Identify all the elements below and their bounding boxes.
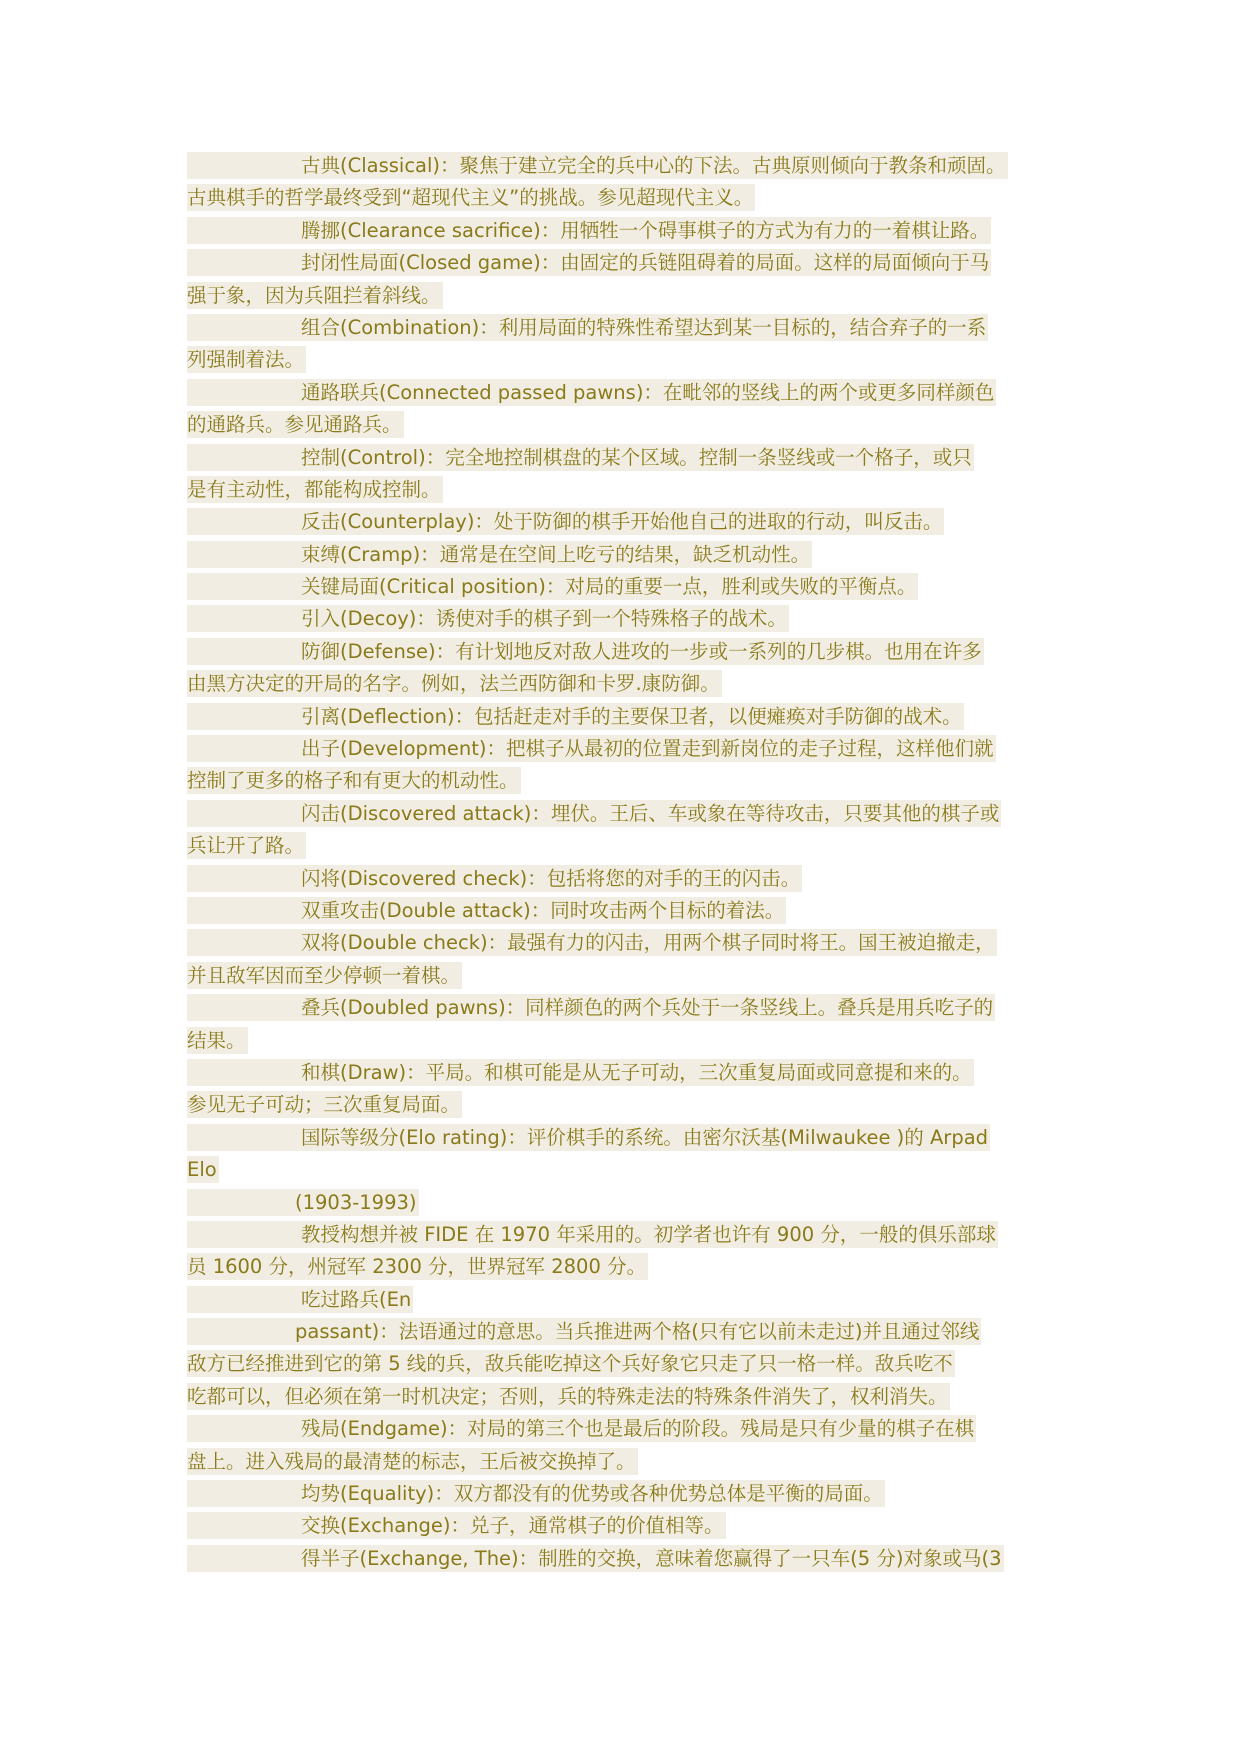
entry-line: 并且敌军因而至少停顿一着棋。 xyxy=(187,963,461,987)
glossary-entry-cramp xyxy=(187,539,1067,571)
glossary-entry-en-passant-title xyxy=(187,1284,1067,1316)
glossary-entry-critical-position xyxy=(187,571,1067,603)
glossary-entry-discovered-check xyxy=(187,863,1067,895)
glossary-entry-elo-years xyxy=(187,1187,1067,1219)
entry-line: Elo xyxy=(187,1158,217,1182)
glossary-entry-discovered-attack xyxy=(187,798,1067,863)
glossary-entry-endgame xyxy=(187,1413,1067,1478)
entry-line: 控制了更多的格子和有更大的机动性。 xyxy=(187,769,519,793)
entry-line: 交换(Exchange)：兑子，通常棋子的价值相等。 xyxy=(301,1514,724,1538)
entry-line: 结果。 xyxy=(187,1028,246,1052)
glossary-page xyxy=(187,150,1067,1575)
entry-line: 国际等级分(Elo rating)：评价棋手的系统。由密尔沃基(Milwaukee )的 Arpad xyxy=(301,1125,989,1149)
entry-line: 闪将(Discovered check)：包括将您的对手的王的闪击。 xyxy=(301,866,801,890)
entry-line: 引入(Decoy)：诱使对手的棋子到一个特殊格子的战术。 xyxy=(301,607,787,631)
entry-line: 是有主动性，都能构成控制。 xyxy=(187,477,441,501)
glossary-entry-exchange-the xyxy=(187,1543,1067,1575)
entry-line: 防御(Defense)：有计划地反对敌人进攻的一步或一系列的几步棋。也用在许多 xyxy=(301,639,982,663)
glossary-entry-deflection xyxy=(187,701,1067,733)
glossary-entry-elo-cont xyxy=(187,1219,1067,1284)
glossary-entry-decoy xyxy=(187,603,1067,635)
glossary-entry-counterplay xyxy=(187,506,1067,538)
entry-line: 出子(Development)：把棋子从最初的位置走到新岗位的走子过程，这样他们就 xyxy=(301,737,994,761)
entry-line: passant)：法语通过的意思。当兵推进两个格(只有它以前未走过)并且通过邻线 xyxy=(295,1320,980,1344)
entry-line: 兵让开了路。 xyxy=(187,834,305,858)
entry-line: 残局(Endgame)：对局的第三个也是最后的阶段。残局是只有少量的棋子在棋 xyxy=(301,1417,975,1441)
glossary-entry-classical xyxy=(187,150,1067,215)
glossary-entry-defense xyxy=(187,636,1067,701)
entry-line: 封闭性局面(Closed game)：由固定的兵链阻碍着的局面。这样的局面倾向于马 xyxy=(301,251,990,275)
entry-line: 束缚(Cramp)：通常是在空间上吃亏的结果，缺乏机动性。 xyxy=(301,542,811,566)
entry-line: 强于象，因为兵阻拦着斜线。 xyxy=(187,283,441,307)
glossary-entry-closed-game xyxy=(187,247,1067,312)
glossary-entry-control xyxy=(187,442,1067,507)
entry-line: 和棋(Draw)：平局。和棋可能是从无子可动，三次重复局面或同意提和来的。 xyxy=(301,1060,972,1084)
glossary-entry-clearance-sacrifice xyxy=(187,215,1067,247)
glossary-entry-double-attack xyxy=(187,895,1067,927)
entry-line: 腾挪(Clearance sacrifice)：用牺牲一个碍事棋子的方式为有力的一着棋让路。 xyxy=(301,218,990,242)
entry-line: 的通路兵。参见通路兵。 xyxy=(187,413,402,437)
entry-line: 通路联兵(Connected passed pawns)：在毗邻的竖线上的两个或更多同样颜色 xyxy=(301,380,995,404)
entry-line: 叠兵(Doubled pawns)：同样颜色的两个兵处于一条竖线上。叠兵是用兵吃子的 xyxy=(301,996,994,1020)
entry-line: 列强制着法。 xyxy=(187,348,305,372)
glossary-entry-equality xyxy=(187,1478,1067,1510)
entry-line: 员 1600 分，州冠军 2300 分，世界冠军 2800 分。 xyxy=(187,1255,647,1279)
entry-line: 得半子(Exchange, The)：制胜的交换，意味着您赢得了一只车(5 分)对象或马(3 xyxy=(301,1546,1002,1570)
entry-line: 敌方已经推进到它的第 5 线的兵，敌兵能吃掉这个兵好象它只走了只一格一样。敌兵吃不 xyxy=(187,1352,953,1376)
entry-line: 盘上。进入残局的最清楚的标志，王后被交换掉了。 xyxy=(187,1449,636,1473)
entry-line: 关键局面(Critical position)：对局的重要一点，胜利或失败的平衡点。 xyxy=(301,575,917,599)
entry-line: 组合(Combination)：利用局面的特殊性希望达到某一目标的，结合弃子的一系 xyxy=(301,315,987,339)
entry-line: 反击(Counterplay)：处于防御的棋手开始他自己的进取的行动，叫反击。 xyxy=(301,510,943,534)
entry-line: 控制(Control)：完全地控制棋盘的某个区域。控制一条竖线或一个格子，或只 xyxy=(301,445,972,469)
entry-line: 双将(Double check)：最强有力的闪击，用两个棋子同时将王。国王被迫撤走， xyxy=(301,931,995,955)
glossary-entry-en-passant xyxy=(187,1316,1067,1413)
entry-line: 古典棋手的哲学最终受到“超现代主义”的挑战。参见超现代主义。 xyxy=(187,186,754,210)
glossary-entry-development xyxy=(187,733,1067,798)
entry-line: 教授构想并被 FIDE 在 1970 年采用的。初学者也许有 900 分，一般的俱乐部球 xyxy=(301,1222,996,1246)
entry-line: 引离(Deflection)：包括赶走对手的主要保卫者，以便瘫痪对手防御的战术。 xyxy=(301,704,962,728)
entry-line: (1903-1993) xyxy=(295,1190,417,1214)
glossary-entry-connected-passed-pawns xyxy=(187,377,1067,442)
entry-line: 闪击(Discovered attack)：埋伏。王后、车或象在等待攻击，只要其他的棋子或 xyxy=(301,801,1000,825)
entry-line: 双重攻击(Double attack)：同时攻击两个目标的着法。 xyxy=(301,898,785,922)
entry-line: 均势(Equality)：双方都没有的优势或各种优势总体是平衡的局面。 xyxy=(301,1482,883,1506)
entry-line: 古典(Classical)：聚焦于建立完全的兵中心的下法。古典原则倾向于教条和顽固。 xyxy=(301,154,1006,177)
glossary-entry-doubled-pawns xyxy=(187,992,1067,1057)
glossary-entry-draw xyxy=(187,1057,1067,1122)
glossary-entry-combination xyxy=(187,312,1067,377)
entry-line: 吃都可以，但必须在第一时机决定；否则，兵的特殊走法的特殊条件消失了，权利消失。 xyxy=(187,1384,948,1408)
glossary-entry-elo-rating xyxy=(187,1122,1067,1187)
entry-line: 参见无子可动；三次重复局面。 xyxy=(187,1093,461,1117)
glossary-entry-exchange xyxy=(187,1510,1067,1542)
glossary-entry-double-check xyxy=(187,927,1067,992)
entry-line: 吃过路兵(En xyxy=(301,1287,412,1311)
entry-line: 由黑方决定的开局的名字。例如，法兰西防御和卡罗.康防御。 xyxy=(187,672,720,696)
